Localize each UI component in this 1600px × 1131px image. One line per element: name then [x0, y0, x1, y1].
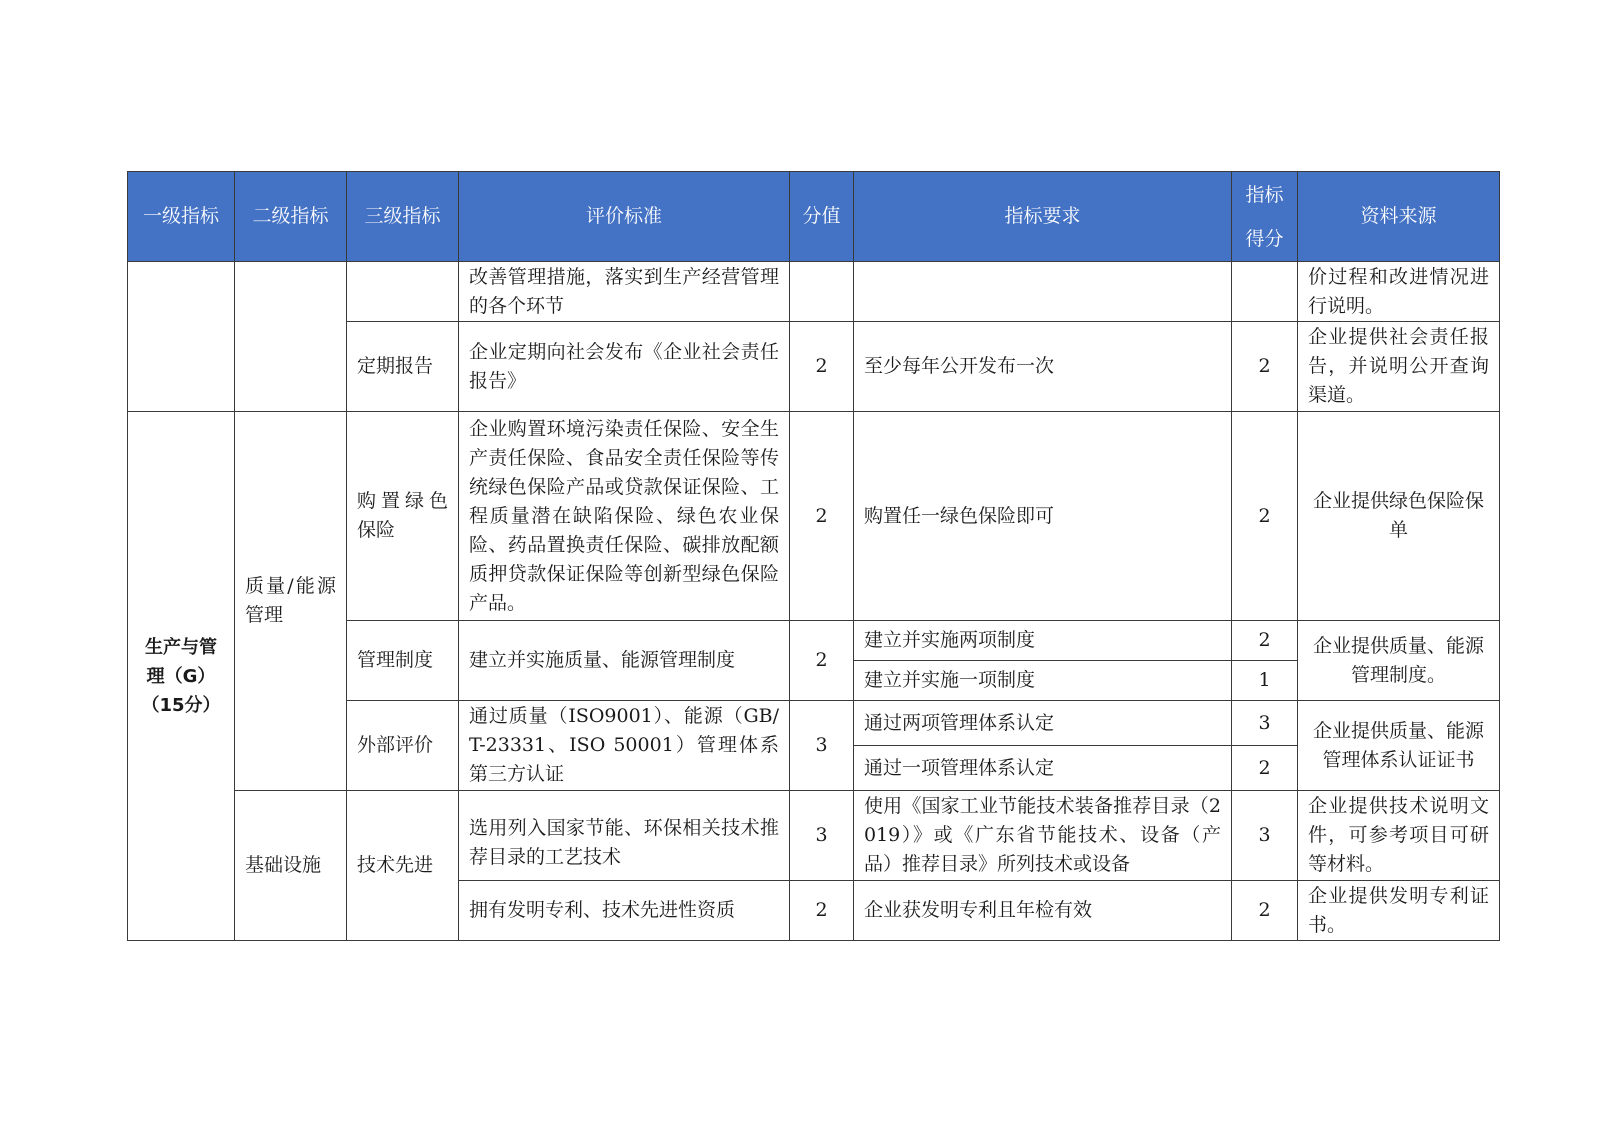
cell-source: 企业提供社会责任报告，并说明公开查询渠道。: [1298, 322, 1500, 412]
cell-indicator-score-b: 1: [1232, 661, 1298, 701]
header-requirement: 指标要求: [854, 172, 1232, 262]
cell-level3: 管理制度: [347, 621, 459, 701]
cell-level2: 基础设施: [235, 791, 347, 941]
cell-source: 企业提供质量、能源管理体系认证证书: [1298, 701, 1500, 791]
cell-indicator-score-b: 2: [1232, 746, 1298, 791]
cell-level3: 技术先进: [347, 791, 459, 941]
cell-score-empty: [790, 262, 854, 322]
cell-requirement: 使用《国家工业节能技术装备推荐目录（2019）》或《广东省节能技术、设备（产品）推荐目录》所列技术或设备: [854, 791, 1232, 881]
cell-requirement-b: 通过一项管理体系认定: [854, 746, 1232, 791]
header-level1: 一级指标: [128, 172, 235, 262]
cell-level1-empty: [128, 262, 235, 412]
cell-level3: 外部评价: [347, 701, 459, 791]
evaluation-table: [127, 171, 1500, 941]
cell-requirement: 购置任一绿色保险即可: [854, 412, 1232, 621]
cell-criteria: 拥有发明专利、技术先进性资质: [459, 881, 790, 941]
table-row: [128, 262, 1500, 322]
header-criteria: 评价标准: [459, 172, 790, 262]
cell-level2: 质量/能源管理: [235, 412, 347, 791]
cell-score: 3: [790, 791, 854, 881]
cell-requirement-b: 建立并实施一项制度: [854, 661, 1232, 701]
header-level3: 三级指标: [347, 172, 459, 262]
header-source: 资料来源: [1298, 172, 1500, 262]
table-header-row: [128, 172, 1500, 262]
cell-score: 2: [790, 412, 854, 621]
cell-indicator-score-empty: [1232, 262, 1298, 322]
cell-requirement-a: 建立并实施两项制度: [854, 621, 1232, 661]
cell-indicator-score: 2: [1232, 322, 1298, 412]
table-row: [128, 791, 1500, 881]
cell-level3-empty: [347, 262, 459, 322]
cell-level1: 生产与管理（G）（15分）: [128, 412, 235, 941]
cell-requirement-a: 通过两项管理体系认定: [854, 701, 1232, 746]
cell-score: 2: [790, 621, 854, 701]
cell-level2-empty: [235, 262, 347, 412]
table-row: [128, 412, 1500, 621]
header-score-value: 分值: [790, 172, 854, 262]
cell-indicator-score: 3: [1232, 791, 1298, 881]
cell-criteria: 选用列入国家节能、环保相关技术推荐目录的工艺技术: [459, 791, 790, 881]
cell-score: 2: [790, 322, 854, 412]
cell-criteria: 企业购置环境污染责任保险、安全生产责任保险、食品安全责任保险等传统绿色保险产品或贷款保证保险、工程质量潜在缺陷保险、绿色农业保险、药品置换责任保险、碳排放配额质押贷款保证保险等创新型绿色保险产品。: [459, 412, 790, 621]
cell-source: 企业提供质量、能源管理制度。: [1298, 621, 1500, 701]
cell-criteria: 建立并实施质量、能源管理制度: [459, 621, 790, 701]
cell-level3: 购置绿色保险: [347, 412, 459, 621]
cell-source: 企业提供技术说明文件，可参考项目可研等材料。: [1298, 791, 1500, 881]
cell-indicator-score: 2: [1232, 412, 1298, 621]
cell-level3: 定期报告: [347, 322, 459, 412]
cell-criteria: 企业定期向社会发布《企业社会责任报告》: [459, 322, 790, 412]
cell-indicator-score-a: 3: [1232, 701, 1298, 746]
header-level2: 二级指标: [235, 172, 347, 262]
cell-score: 2: [790, 881, 854, 941]
cell-source: 企业提供绿色保险保单: [1298, 412, 1500, 621]
cell-requirement: 企业获发明专利且年检有效: [854, 881, 1232, 941]
cell-criteria: 改善管理措施，落实到生产经营管理的各个环节: [459, 262, 790, 322]
cell-indicator-score: 2: [1232, 881, 1298, 941]
cell-requirement: 至少每年公开发布一次: [854, 322, 1232, 412]
cell-indicator-score-a: 2: [1232, 621, 1298, 661]
cell-requirement-empty: [854, 262, 1232, 322]
cell-criteria: 通过质量（ISO9001）、能源（GB/T-23331、ISO 50001）管理体系第三方认证: [459, 701, 790, 791]
header-indicator-score: 指标得分: [1232, 172, 1298, 262]
cell-score: 3: [790, 701, 854, 791]
cell-source: 价过程和改进情况进行说明。: [1298, 262, 1500, 322]
cell-source: 企业提供发明专利证书。: [1298, 881, 1500, 941]
